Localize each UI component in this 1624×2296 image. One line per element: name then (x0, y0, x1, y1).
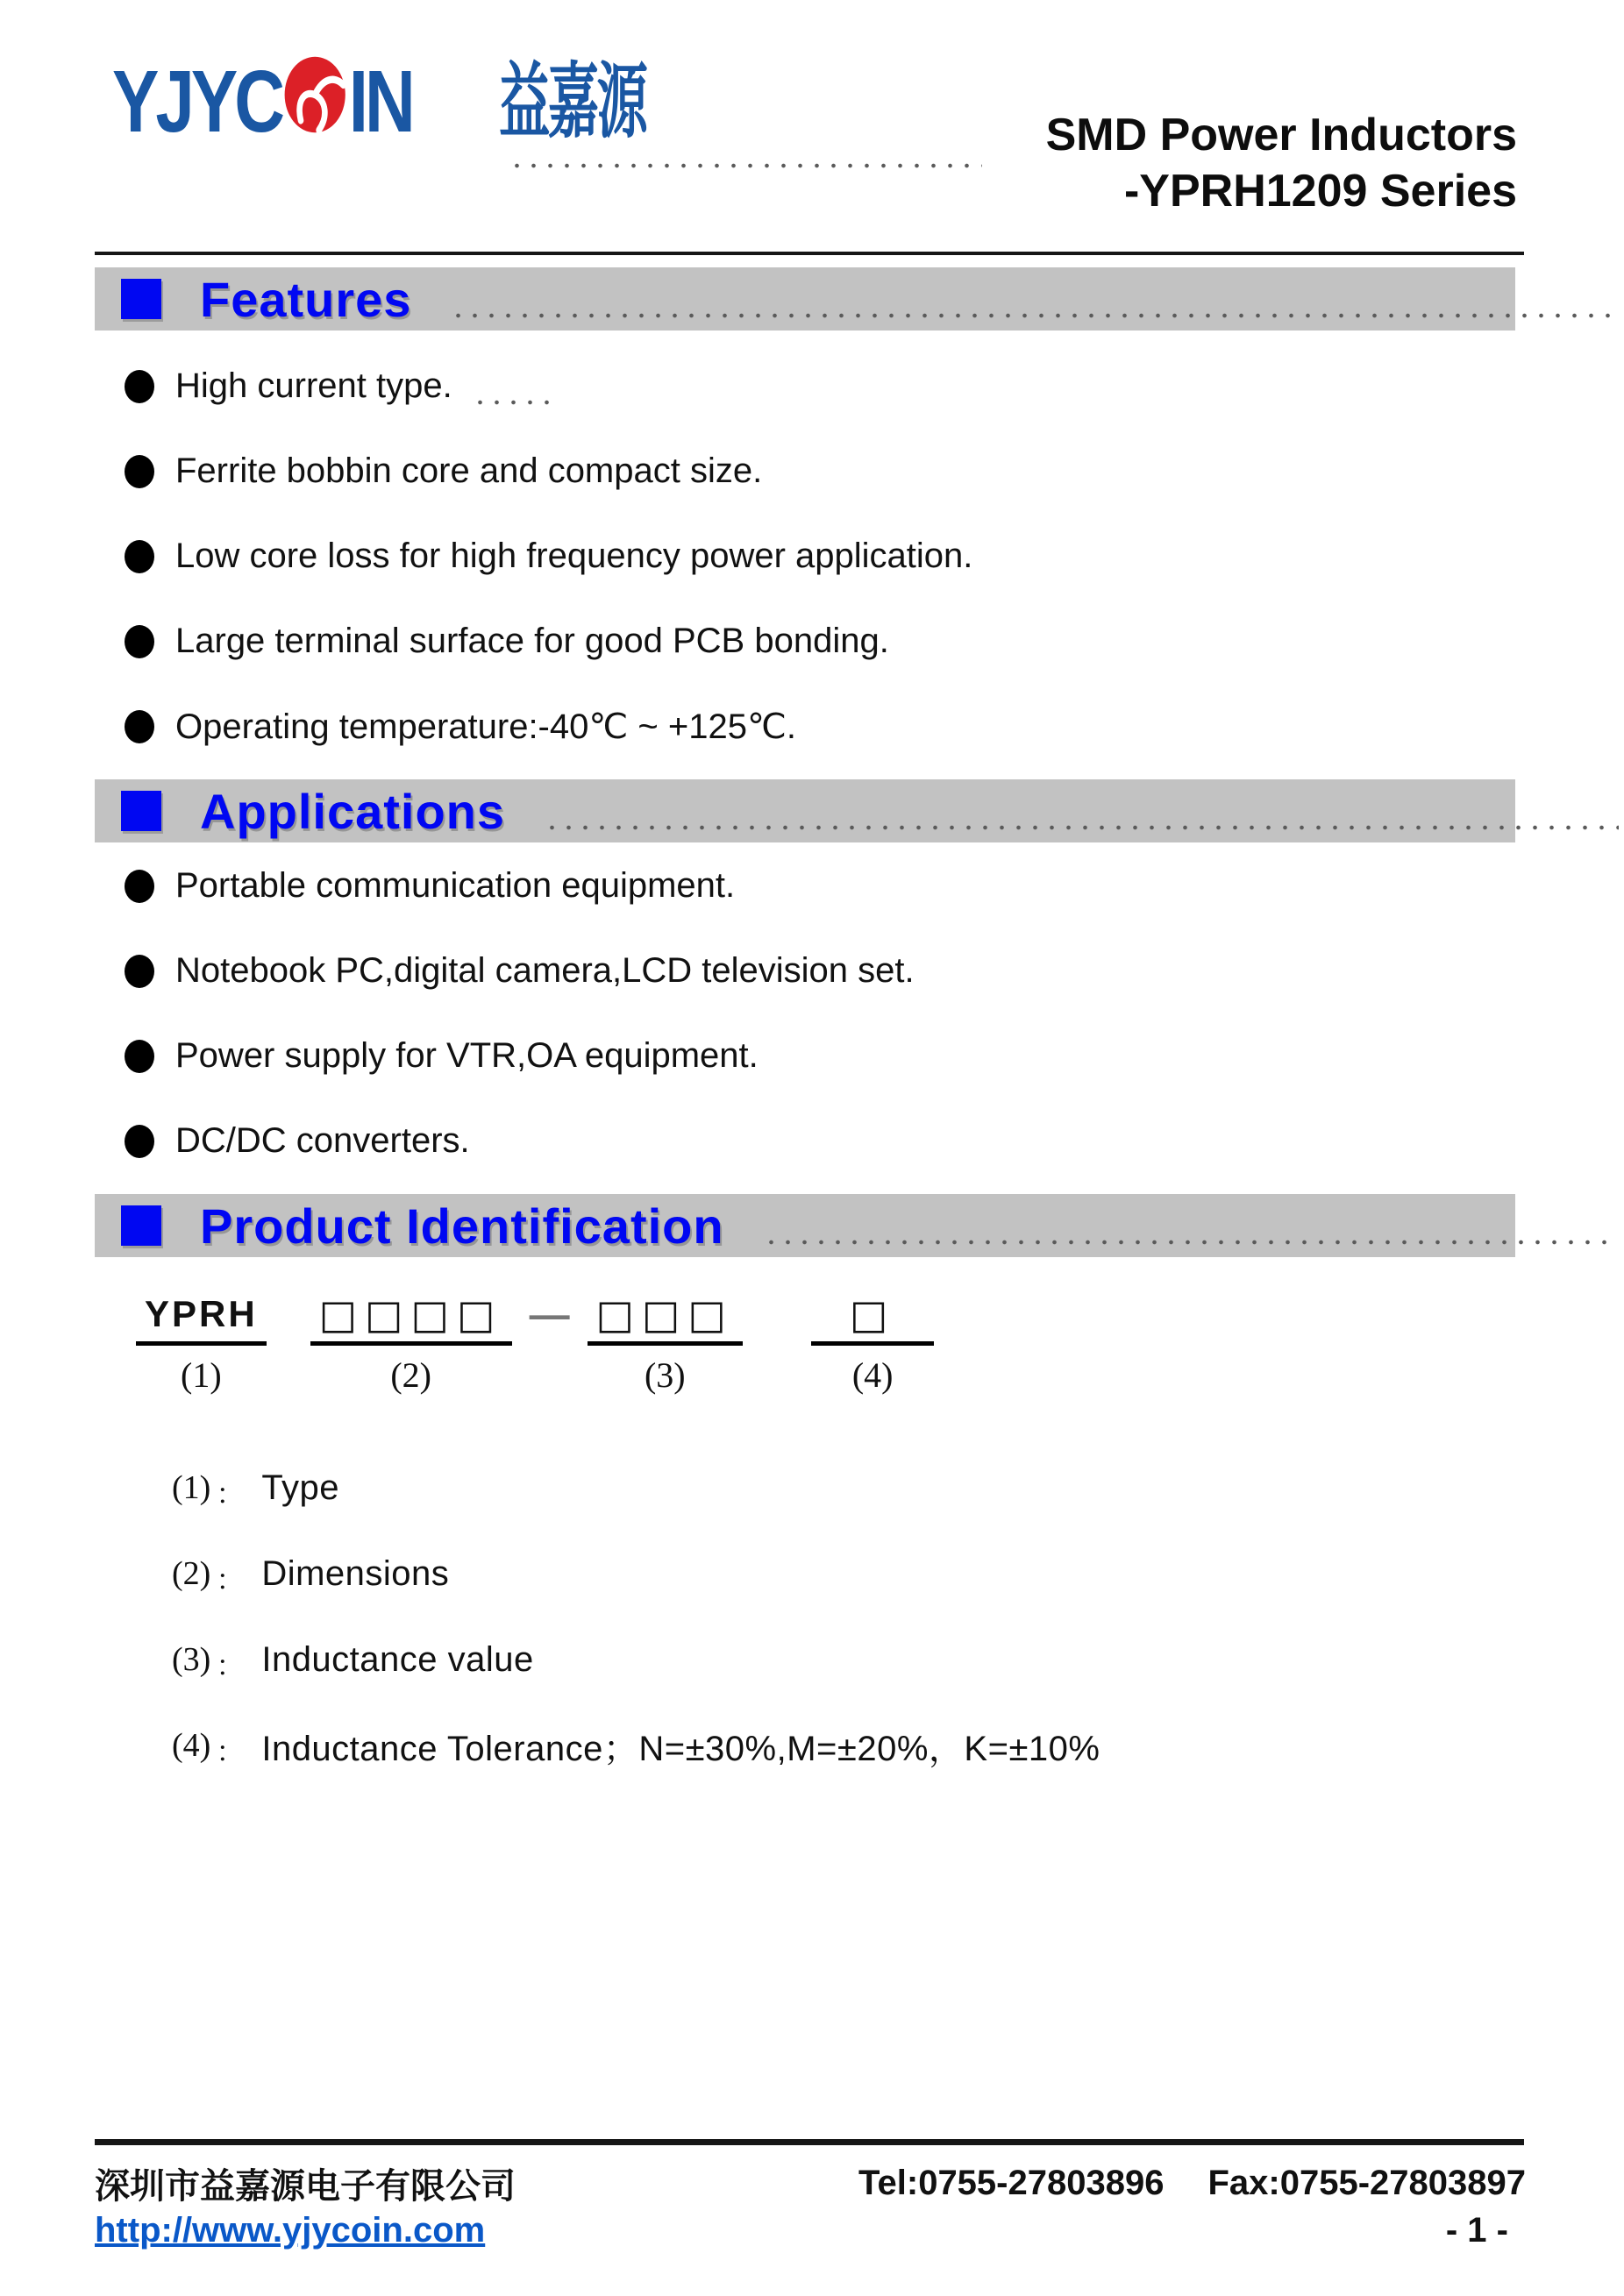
legend-separator: ： (216, 1736, 245, 1767)
part-number-segment-type (136, 1287, 267, 1396)
section-title-features: Features (200, 271, 412, 327)
segment-boxes: □□□ (595, 1290, 734, 1338)
bullet-dot-icon (125, 955, 154, 988)
logo-swirl-icon (283, 54, 348, 149)
part-number-segment-dimensions (310, 1287, 512, 1396)
segment-text: YPRH (145, 1293, 258, 1334)
list-item-text: Low core loss for high frequency power application. (175, 537, 973, 575)
legend-row (172, 1617, 1100, 1702)
bullet-dot-icon (125, 1125, 154, 1158)
bullet-dot-icon (125, 1040, 154, 1073)
legend-number: (3) (172, 1641, 211, 1678)
legend-number: (2) (172, 1555, 211, 1592)
document-title (1046, 107, 1517, 219)
segment-value (811, 1287, 934, 1346)
features-list (125, 344, 972, 769)
bullet-dot-icon (125, 870, 154, 903)
logo-latin-text (112, 53, 412, 151)
list-item-text: Notebook PC,digital camera,LCD television set. (175, 951, 915, 990)
list-item (125, 843, 915, 928)
list-item (125, 684, 972, 769)
part-number-dash: — (529, 1291, 570, 1337)
legend-text: Type (261, 1468, 340, 1507)
bullet-dot-icon (125, 540, 154, 573)
legend-text: Inductance value (261, 1639, 534, 1679)
list-item (125, 599, 972, 684)
list-item (125, 1013, 915, 1098)
bullet-dot-icon (125, 370, 154, 403)
legend-text: Dimensions (261, 1553, 450, 1593)
company-logo (112, 53, 736, 151)
logo-latin-right: IN (348, 53, 412, 151)
bullet-dot-icon (125, 710, 154, 743)
list-item-text: Large terminal surface for good PCB bonding. (175, 622, 889, 660)
part-number-diagram (136, 1287, 934, 1396)
logo-cjk-text: 益嘉源 (499, 55, 646, 147)
bullet-dot-icon (125, 625, 154, 658)
legend-row (172, 1445, 1100, 1531)
blue-square-icon (121, 1205, 161, 1246)
legend-row (172, 1531, 1100, 1617)
segment-boxes: □□□□ (318, 1290, 503, 1338)
legend-text: Inductance Tolerance；N=±30%,M=±20%，K=±10% (261, 1729, 1100, 1768)
list-item-text: DC/DC converters. (175, 1121, 470, 1160)
segment-label: (3) (644, 1355, 686, 1395)
list-item-text: Operating temperature:-40℃ ~ +125℃. (175, 707, 797, 746)
segment-value (588, 1287, 743, 1346)
header-dotted-leader (509, 163, 982, 168)
list-item (125, 344, 972, 429)
document-title-line1: SMD Power Inductors (1045, 110, 1517, 160)
section-header-applications (95, 779, 1515, 842)
blue-square-icon (121, 279, 161, 319)
legend-separator: ： (216, 1564, 245, 1596)
applications-list (125, 843, 915, 1184)
part-number-legend (172, 1445, 1100, 1788)
footer-tel: Tel:0755-27803896 (858, 2164, 1165, 2202)
section-dotted-leader (450, 313, 1619, 318)
section-title-product-identification: Product Identification (200, 1198, 724, 1254)
page-number: - 1 - (1445, 2211, 1508, 2250)
legend-separator: ： (216, 1650, 245, 1681)
list-item-text: High current type. (175, 366, 452, 405)
segment-label: (4) (851, 1355, 894, 1395)
blue-square-icon (121, 791, 161, 831)
segment-label: (1) (181, 1355, 222, 1395)
list-item (125, 514, 972, 599)
list-item (125, 429, 972, 514)
logo-latin-left: YJYC (112, 53, 281, 151)
list-item (125, 928, 915, 1013)
document-title-line2: -YPRH1209 Series (1123, 166, 1517, 217)
website-link[interactable]: http://www.yjycoin.com (95, 2211, 486, 2250)
header-divider (95, 252, 1524, 255)
footer-row-link (95, 2211, 1508, 2250)
section-dotted-leader (544, 825, 1619, 830)
footer-divider (95, 2139, 1524, 2145)
trailing-dots (472, 400, 549, 405)
part-number-segment-tolerance (811, 1287, 934, 1396)
section-dotted-leader (763, 1240, 1619, 1245)
footer-fax: Fax:0755-27803897 (1207, 2164, 1526, 2202)
footer-company-name: 深圳市益嘉源电子有限公司 (95, 2167, 516, 2206)
bullet-dot-icon (125, 455, 154, 488)
section-header-product-identification (95, 1194, 1515, 1257)
legend-row (172, 1702, 1100, 1788)
footer-telfax (858, 2164, 1526, 2203)
legend-number: (1) (172, 1469, 211, 1506)
footer-row-contacts (95, 2158, 1526, 2208)
segment-boxes: □ (849, 1290, 896, 1338)
list-item (125, 1098, 915, 1184)
list-item-text: Ferrite bobbin core and compact size. (175, 451, 763, 490)
legend-number: (4) (172, 1727, 211, 1764)
list-item-text: Portable communication equipment. (175, 866, 736, 905)
segment-value (310, 1287, 512, 1346)
part-number-segment-inductance (588, 1287, 743, 1396)
list-item-text: Power supply for VTR,OA equipment. (175, 1036, 759, 1075)
section-title-applications: Applications (200, 783, 506, 839)
section-header-features (95, 267, 1515, 331)
segment-value (136, 1287, 267, 1346)
legend-separator: ： (216, 1478, 245, 1510)
segment-label: (2) (390, 1355, 431, 1395)
